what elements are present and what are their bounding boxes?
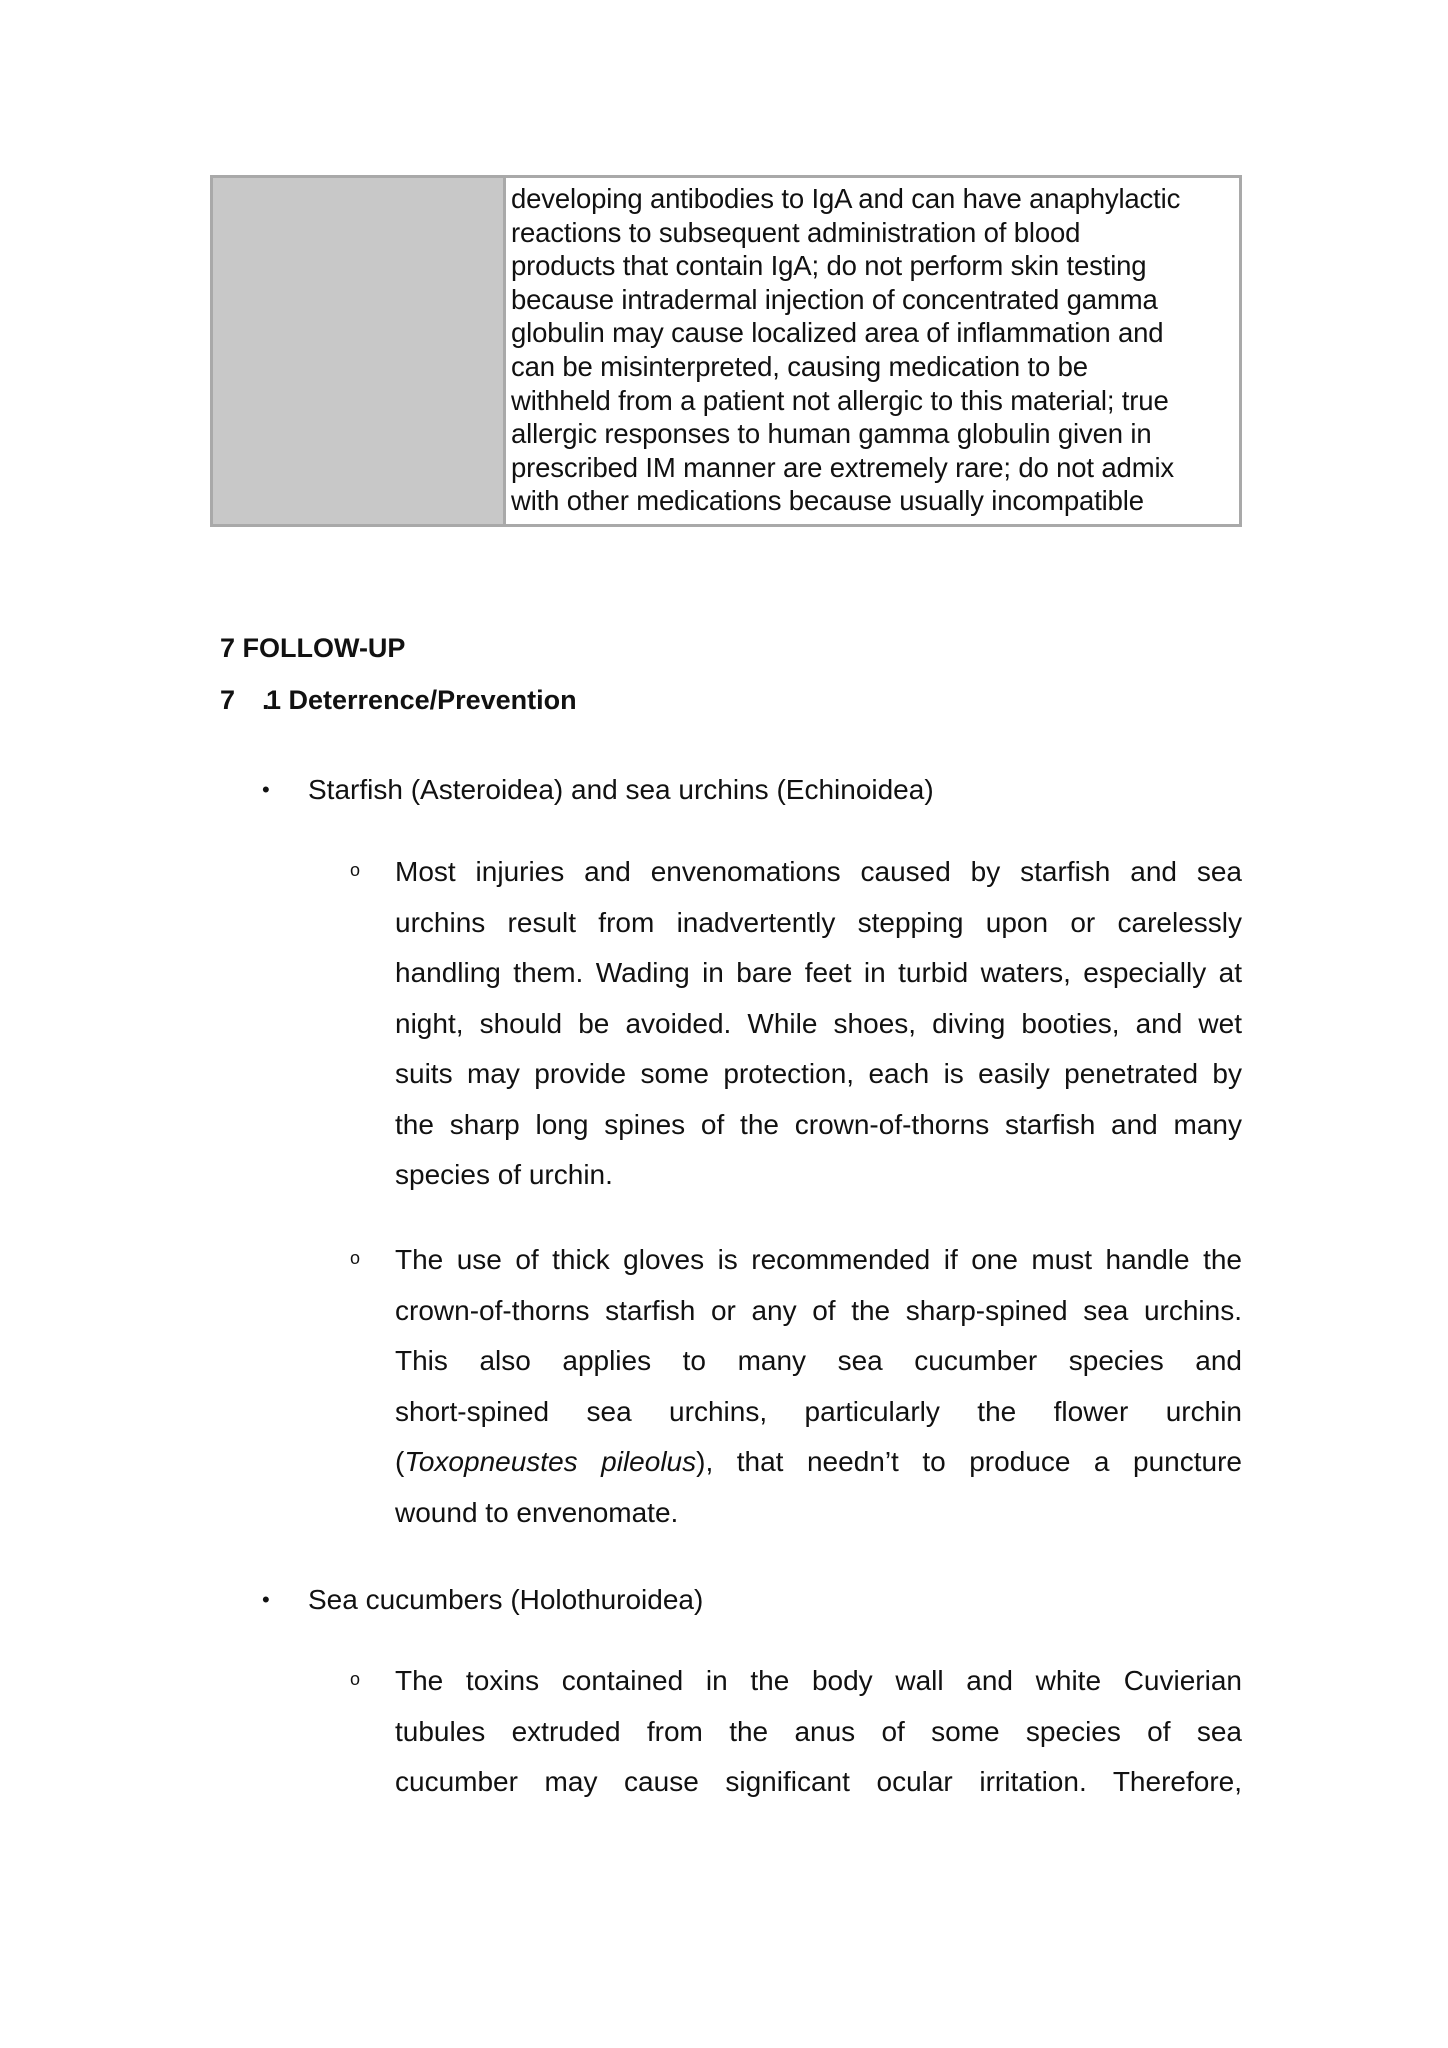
text-line: short-spined sea urchins, particularly the flower urchin xyxy=(395,1395,1242,1427)
text-line: This also applies to many sea cucumber species and xyxy=(395,1345,1242,1376)
text-line: cucumber may cause significant ocular irritation. Therefore, xyxy=(395,1766,1242,1797)
table-line: allergic responses to human gamma globulin given in xyxy=(511,418,1152,450)
text-line: species of urchin. xyxy=(395,1159,613,1190)
text-line: urchins result from inadvertently stepping upon or carelessly xyxy=(395,906,1242,938)
sub-bullet-text xyxy=(395,847,1242,1201)
section-heading: 7 FOLLOW-UP xyxy=(220,633,406,663)
table-line: reactions to subsequent administration of blood xyxy=(511,216,1081,248)
subsection-heading xyxy=(220,684,577,716)
continuation-table xyxy=(210,175,1242,527)
table-line: prescribed IM manner are extremely rare; do not admix xyxy=(511,451,1175,483)
text-line: tubules extruded from the anus of some species of sea xyxy=(395,1715,1242,1747)
sub-bullet-text xyxy=(395,1235,1242,1538)
circle-bullet-icon: o xyxy=(350,1248,361,1268)
text-line: suits may provide some protection, each is easily penetrated by xyxy=(395,1058,1242,1089)
text-line: The toxins contained in the body wall and white Cuvierian xyxy=(395,1665,1242,1696)
subsection-title: 1 Deterrence/Prevention xyxy=(266,685,577,715)
text-line: The use of thick gloves is recommended if one must handle the xyxy=(395,1244,1242,1275)
bullet-item xyxy=(262,1583,703,1617)
text-line: night, should be avoided. While shoes, diving booties, and wet xyxy=(395,1007,1242,1039)
bullet-label: Sea cucumbers (Holothuroidea) xyxy=(308,1584,704,1615)
table-text-cell xyxy=(506,178,1239,524)
circle-bullet-icon: o xyxy=(350,1669,361,1689)
circle-bullet-icon: o xyxy=(350,860,361,880)
species-name-italic: Toxopneustes pileolus xyxy=(404,1446,697,1477)
table-empty-cell xyxy=(213,178,506,524)
subsection-number: 7 . xyxy=(220,685,270,715)
table-line: can be misinterpreted, causing medication to be xyxy=(511,350,1088,382)
text-fragment: ), that needn’t to produce a puncture xyxy=(696,1446,1242,1477)
text-line: the sharp long spines of the crown-of-thorns starfish and many xyxy=(395,1108,1242,1140)
text-line: Most injuries and envenomations caused by starfish and sea xyxy=(395,856,1242,887)
text-line xyxy=(395,1437,1242,1488)
table-line: products that contain IgA; do not perform skin testing xyxy=(511,250,1147,282)
bullet-label: Starfish (Asteroidea) and sea urchins (Echinoidea) xyxy=(308,774,934,805)
bullet-icon: • xyxy=(262,777,270,802)
table-line: developing antibodies to IgA and can have anaphylactic xyxy=(511,183,1181,214)
text-line: wound to envenomate. xyxy=(395,1496,679,1528)
table-line: globulin may cause localized area of inflammation and xyxy=(511,317,1164,349)
text-line: crown-of-thorns starfish or any of the sharp-spined sea urchins. xyxy=(395,1294,1242,1326)
text-line: handling them. Wading in bare feet in turbid waters, especially at xyxy=(395,957,1242,988)
table-line: because intradermal injection of concentrated gamma xyxy=(511,283,1158,315)
table-line: withheld from a patient not allergic to this material; true xyxy=(511,384,1169,416)
text-fragment: ( xyxy=(395,1446,405,1477)
sub-bullet-text xyxy=(395,1656,1242,1808)
bullet-item xyxy=(262,773,934,807)
bullet-icon: • xyxy=(262,1587,270,1612)
table-line: with other medications because usually incompatible xyxy=(511,485,1144,517)
